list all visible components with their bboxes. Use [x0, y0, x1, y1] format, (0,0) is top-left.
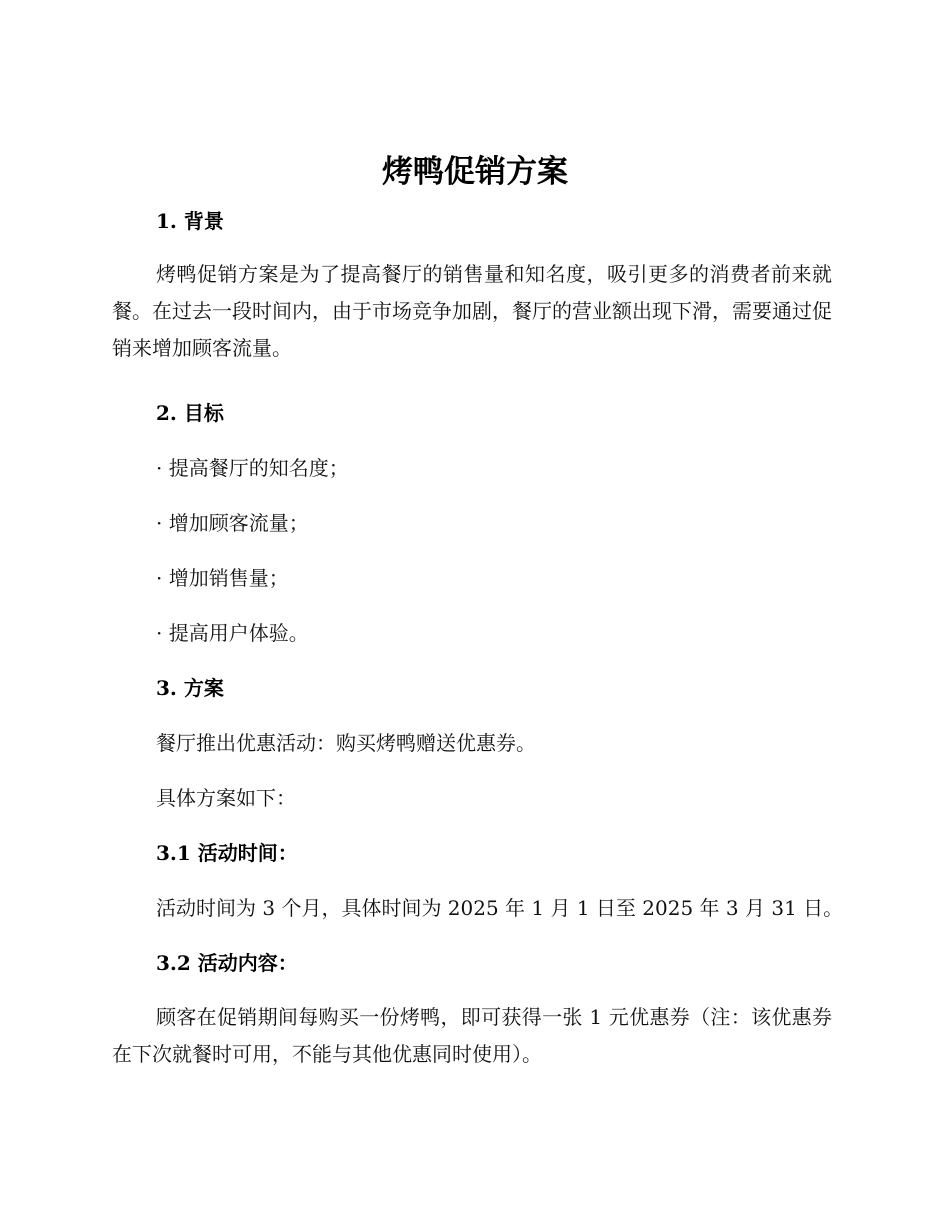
subsection-heading-content: 3.2 活动内容：: [156, 951, 298, 975]
plan-details-lead: 具体方案如下：: [156, 786, 296, 810]
goal-item: · 增加顾客流量；: [156, 511, 309, 535]
activity-content-paragraph: 顾客在促销期间每购买一份烤鸭，即可获得一张 1 元优惠券（注：该优惠券在下次就餐时可用，不能与其他优惠同时使用）。: [112, 1005, 832, 1066]
goal-item: · 提高用户体验。: [156, 621, 309, 645]
plan-intro: 餐厅推出优惠活动：购买烤鸭赠送优惠券。: [156, 731, 536, 755]
activity-time-text: 活动时间为 3 个月，具体时间为 2025 年 1 月 1 日至 2025 年 3 月 31 日。: [156, 896, 844, 920]
section-heading-background: 1. 背景: [156, 209, 224, 233]
goal-item: · 提高餐厅的知名度；: [156, 456, 349, 480]
document-title: 烤鸭促销方案: [382, 154, 568, 190]
background-paragraph: 烤鸭促销方案是为了提高餐厅的销售量和知名度，吸引更多的消费者前来就餐。在过去一段时间内，由于市场竞争加剧，餐厅的营业额出现下滑，需要通过促销来增加顾客流量。: [112, 262, 832, 360]
subsection-heading-time: 3.1 活动时间：: [156, 841, 298, 865]
section-heading-goals: 2. 目标: [156, 401, 224, 425]
section-heading-plan: 3. 方案: [156, 676, 224, 700]
goal-item: · 增加销售量；: [156, 566, 289, 590]
